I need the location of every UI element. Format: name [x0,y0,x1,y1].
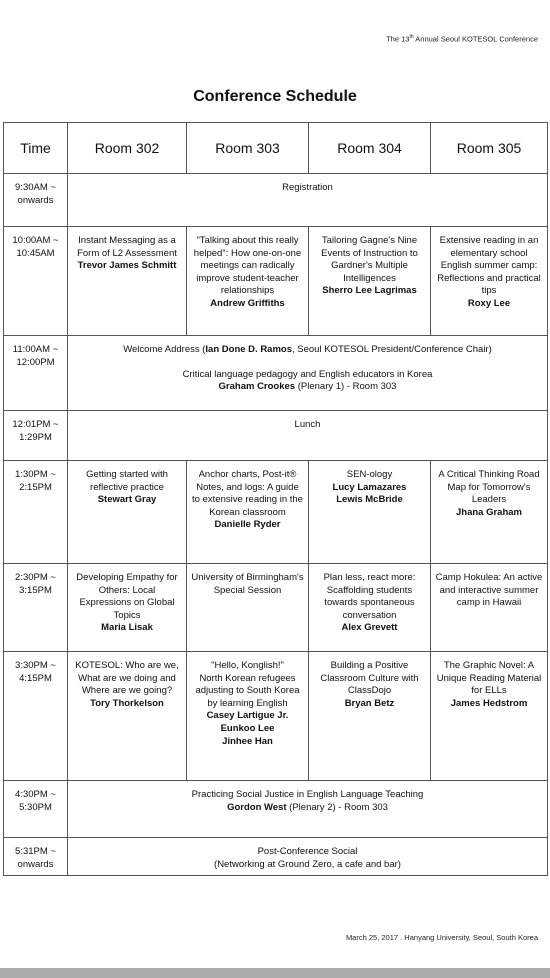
time-cell: 2:30PM ~ 3:15PM [4,564,68,652]
session-cell: SEN-ology Lucy Lamazares Lewis McBride [309,461,431,564]
header-row [4,123,548,174]
session-cell: A Critical Thinking Road Map for Tomorrow's Leaders Jhana Graham [431,461,548,564]
table-row [4,781,548,838]
session-cell: Tailoring Gagne's Nine Events of Instruction to Gardner's Multiple Intelligences Sherro Lee Lagrimas [309,227,431,336]
session-cell: Instant Messaging as a Form of L2 Assessment Trevor James Schmitt [68,227,187,336]
time-cell: 5:31PM ~ onwards [4,838,68,876]
plenary-cell [68,336,548,411]
session-cell: Developing Empathy for Others: Local Expressions on Global Topics Maria Lisak [68,564,187,652]
time-cell: 10:00AM ~ 10:45AM [4,227,68,336]
time-cell: 12:01PM ~ 1:29PM [4,411,68,461]
time-cell: 1:30PM ~ 2:15PM [4,461,68,564]
registration-cell: Registration [68,174,548,227]
column-header-room-303: Room 303 [187,123,309,174]
conference-header: The 13th Annual Seoul KOTESOL Conference [386,34,538,44]
session-cell: Camp Hokulea: An active and interactive summer camp in Hawaii [431,564,548,652]
session-cell: University of Birmingham's Special Session [187,564,309,652]
table-row [4,174,548,227]
table-row [4,838,548,876]
table-row [4,564,548,652]
bottom-bar [0,968,550,978]
table-row [4,227,548,336]
table-row [4,336,548,411]
time-cell: 4:30PM ~ 5:30PM [4,781,68,838]
social-cell: Post-Conference Social (Networking at Ground Zero, a cafe and bar) [68,838,548,876]
page-title: Conference Schedule [193,88,357,105]
column-header-room-304: Room 304 [309,123,431,174]
lunch-cell: Lunch [68,411,548,461]
table-row [4,411,548,461]
session-cell: Building a Positive Classroom Culture with ClassDojo Bryan Betz [309,652,431,781]
session-cell: "Hello, Konglish!" North Korean refugees adjusting to South Korea by learning English Casey Lartigue Jr. Eunkoo Lee Jinhee Han [187,652,309,781]
plenary-cell: Practicing Social Justice in English Language Teaching Gordon West (Plenary 2) - Room 303 [68,781,548,838]
session-cell: Extensive reading in an elementary school English summer camp: Reflections and practical tips Roxy Lee [431,227,548,336]
plenary-speaker: Graham Crookes (Plenary 1) - Room 303 [218,381,397,393]
session-cell: The Graphic Novel: A Unique Reading Material for ELLs James Hedstrom [431,652,548,781]
table-row [4,461,548,564]
table-row [4,652,548,781]
column-header-room-302: Room 302 [68,123,187,174]
time-cell: 11:00AM ~ 12:00PM [4,336,68,411]
session-cell: KOTESOL: Who are we, What are we doing and Where are we going? Tory Thorkelson [68,652,187,781]
schedule-table [3,122,548,876]
session-cell: "Talking about this really helped": How one-on-one meetings can radically improve student-teacher relationships Andrew Griffiths [187,227,309,336]
session-cell: Anchor charts, Post-it® Notes, and logs: A guide to extensive reading in the Korean classroom Danielle Ryder [187,461,309,564]
time-cell: 3:30PM ~ 4:15PM [4,652,68,781]
column-header-time: Time [4,123,68,174]
session-cell: Getting started with reflective practice Stewart Gray [68,461,187,564]
plenary-title: Critical language pedagogy and English educators in Korea [182,368,433,380]
session-cell: Plan less, react more: Scaffolding students towards spontaneous conversation Alex Grevett [309,564,431,652]
column-header-room-305: Room 305 [431,123,548,174]
footer-text: March 25, 2017 . Hanyang University, Seoul, South Korea [345,933,538,942]
time-cell: 9:30AM ~ onwards [4,174,68,227]
welcome-address: Welcome Address (Ian Done D. Ramos, Seoul KOTESOL President/Conference Chair) [123,344,492,355]
